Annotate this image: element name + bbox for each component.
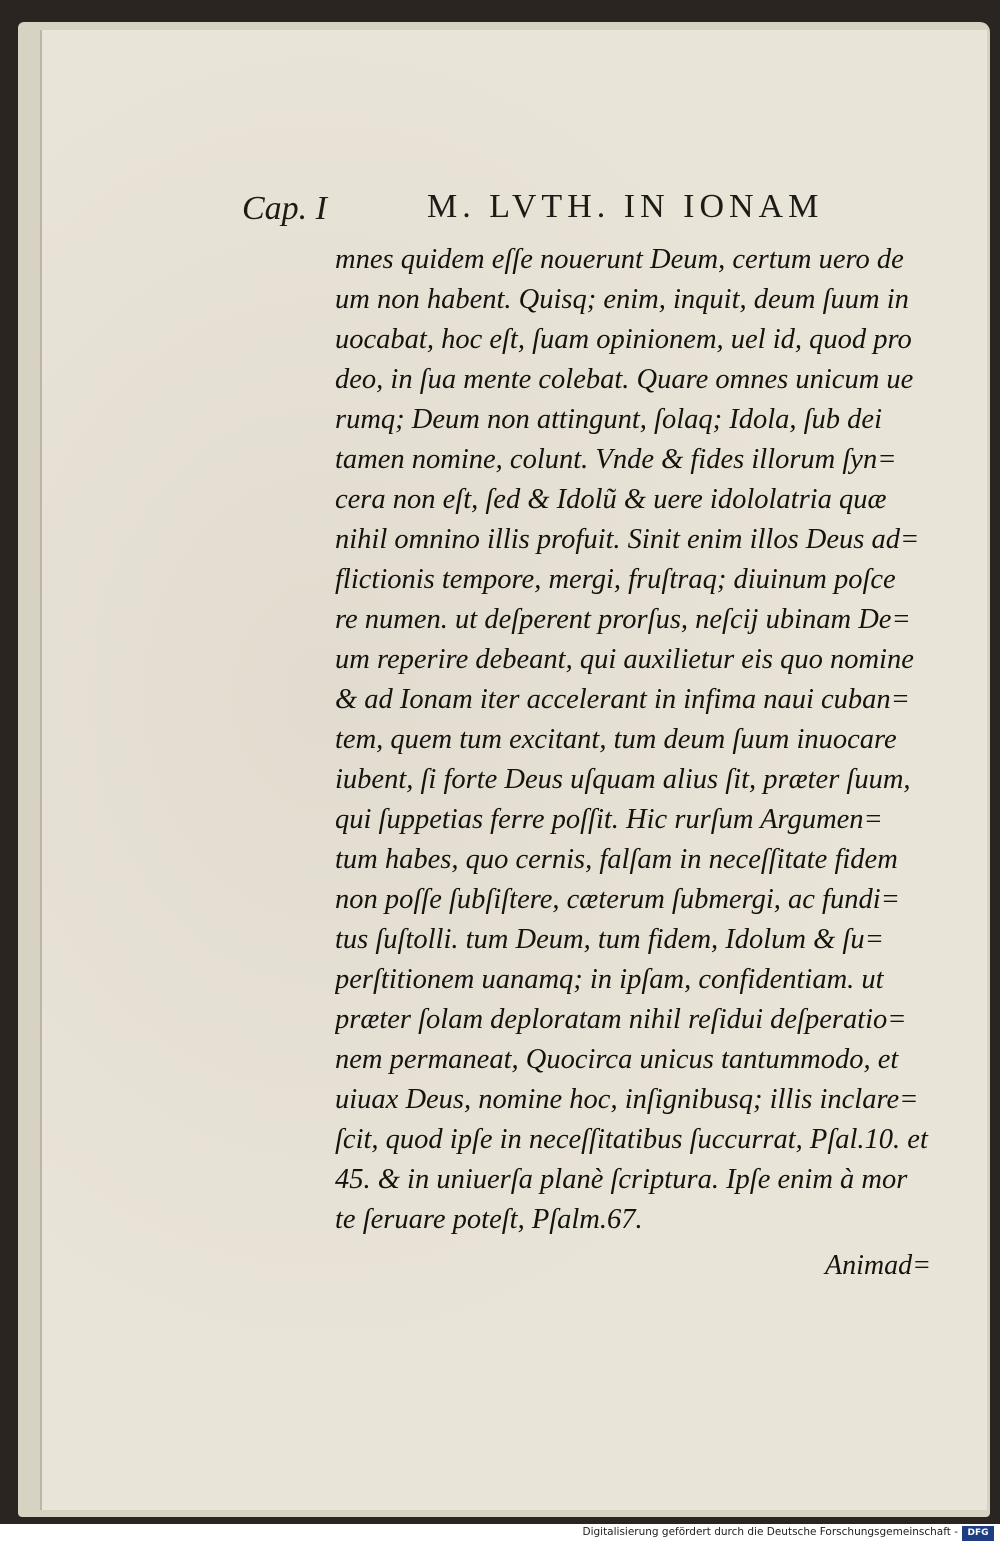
text-line: re numen. ut deſperent prorſus, neſcij ubinam De= bbox=[335, 604, 911, 635]
text-line: rumq; Deum non attingunt, ſolaq; Idola, ſub dei bbox=[335, 404, 882, 435]
funding-credit: Digitalisierung gefördert durch die Deutsche Forschungsgemeinschaft - bbox=[582, 1526, 958, 1538]
catchword: Animad= bbox=[825, 1250, 931, 1281]
text-line: nem permaneat, Quocirca unicus tantummodo, et bbox=[335, 1044, 899, 1075]
text-line: nihil omnino illis profuit. Sinit enim illos Deus ad= bbox=[335, 524, 920, 555]
dfg-logo: DFG bbox=[962, 1526, 994, 1541]
text-line: perſtitionem uanamq; in ipſam, confidentiam. ut bbox=[335, 964, 884, 995]
text-line: qui ſuppetias ferre poſſit. Hic rurſum Argumen= bbox=[335, 804, 883, 835]
text-line: um non habent. Quisq; enim, inquit, deum ſuum in bbox=[335, 284, 909, 315]
running-title: M. LVTH. IN IONAM bbox=[427, 188, 824, 225]
text-line: præter ſolam deploratam nihil reſidui deſperatio= bbox=[335, 1004, 907, 1035]
text-line: iubent, ſi forte Deus uſquam alius ſit, præter ſuum, bbox=[335, 764, 911, 795]
text-line: uocabat, hoc eſt, ſuam opinionem, uel id, quod pro bbox=[335, 324, 912, 355]
text-line: cera non eſt, ſed & Idolũ & uere idololatria quæ bbox=[335, 484, 887, 515]
book-page bbox=[40, 30, 987, 1510]
text-line: flictionis tempore, mergi, fruſtraq; diuinum poſce bbox=[335, 564, 896, 595]
text-line: 45. & in uniuerſa planè ſcriptura. Ipſe enim à mor bbox=[335, 1164, 908, 1195]
text-line: tum habes, quo cernis, falſam in neceſſitate fidem bbox=[335, 844, 898, 875]
text-line: & ad Ionam iter accelerant in infima naui cuban= bbox=[335, 684, 910, 715]
text-line: ſcit, quod ipſe in neceſſitatibus ſuccurrat, Pſal.10. et bbox=[335, 1124, 928, 1155]
text-line: tamen nomine, colunt. Vnde & fides illorum ſyn= bbox=[335, 444, 897, 475]
text-line: mnes quidem eſſe nouerunt Deum, certum uero de bbox=[335, 244, 904, 275]
text-line: uiuax Deus, nomine hoc, inſignibusq; illis inclare= bbox=[335, 1084, 919, 1115]
text-line: tem, quem tum excitant, tum deum ſuum inuocare bbox=[335, 724, 897, 755]
text-line: non poſſe ſubſiſtere, cæterum ſubmergi, ac fundi= bbox=[335, 884, 900, 915]
text-line: um reperire debeant, qui auxilietur eis quo nomine bbox=[335, 644, 914, 675]
body-text bbox=[335, 240, 975, 1240]
text-line: deo, in ſua mente colebat. Quare omnes unicum ue bbox=[335, 364, 914, 395]
chapter-marker: Cap. I bbox=[242, 190, 327, 227]
text-line: tus ſuſtolli. tum Deum, tum fidem, Idolum & ſu= bbox=[335, 924, 884, 955]
text-line: te ſeruare poteſt, Pſalm.67. bbox=[335, 1204, 643, 1235]
page-header bbox=[42, 180, 987, 230]
footer-bar bbox=[0, 1524, 1000, 1544]
